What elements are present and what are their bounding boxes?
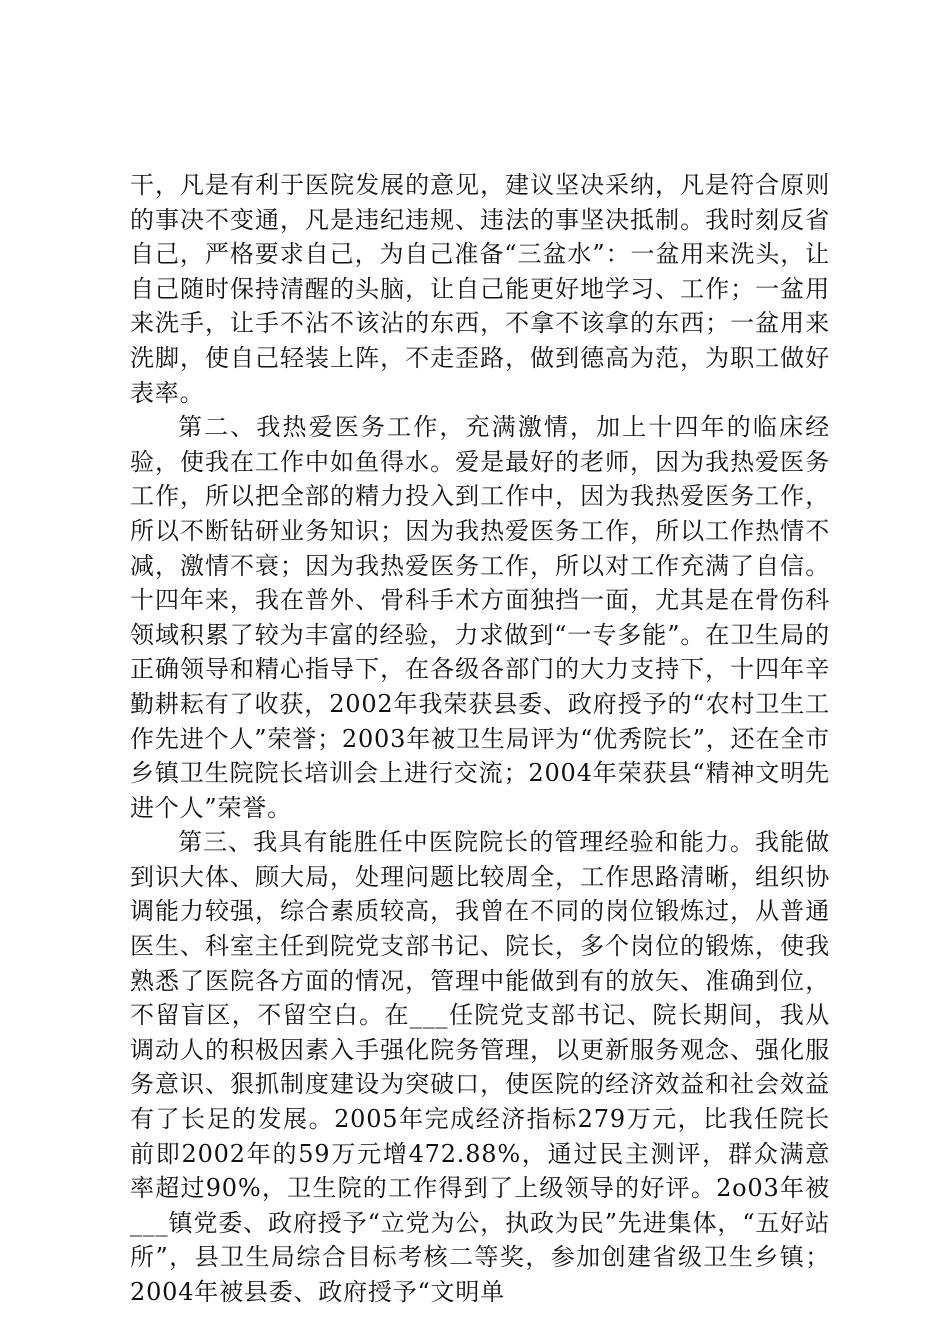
- document-body: [130, 168, 830, 1310]
- paragraph-integrity: 干，凡是有利于医院发展的意见，建议坚决采纳，凡是符合原则的事决不变通，凡是违纪违规、违法的事坚决抵制。我时刻反省自己，严格要求自己，为自己准备“三盆水”：一盆用来洗头，让自己随时保持清醒的头脑，让自己能更好地学习、工作；一盆用来洗手，让手不沾不该沾的东西，不拿不该拿的东西；一盆用来洗脚，使自己轻装上阵，不走歪路，做到德高为范，为职工做好表率。: [130, 171, 830, 407]
- paragraph-management-experience: 第三、我具有能胜任中医院院长的管理经验和能力。我能做到识大体、顾大局，处理问题比较周全，工作思路清晰，组织协调能力较强，综合素质较高，我曾在不同的岗位锻炼过，从普通医生、科室主任到院党支部书记、院长，多个岗位的锻炼，使我熟悉了医院各方面的情况，管理中能做到有的放矢、准确到位，不留盲区，不留空白。在___任院党支部书记、院长期间，我从调动人的积极因素入手强化院务管理，以更新服务观念、强化服务意识、狠抓制度建设为突破口，使医院的经济效益和社会效益有了长足的发展。2005年完成经济指标279万元，比我任院长前即2002年的59万元增472.88%，通过民主测评，群众满意率超过90%，卫生院的工作得到了上级领导的好评。2o03年被___镇党委、政府授予“立党为公，执政为民”先进集体，“五好站所”，县卫生局综合目标考核二等奖，参加创建省级卫生乡镇；2004年被县委、政府授予“文明单: [130, 828, 830, 1306]
- paragraph-passion-for-medicine: 第二、我热爱医务工作，充满激情，加上十四年的临床经验，使我在工作中如鱼得水。爱是最好的老师，因为我热爱医务工作，所以把全部的精力投入到工作中，因为我热爱医务工作，所以不断钻研业务知识；因为我热爱医务工作，所以工作热情不减，激情不衰；因为我热爱医务工作，所以对工作充满了自信。十四年来，我在普外、骨科手术方面独挡一面，尤其是在骨伤科领域积累了较为丰富的经验，力求做到“一专多能”。在卫生局的正确领导和精心指导下，在各级各部门的大力支持下，十四年辛勤耕耘有了收获，2002年我荣获县委、政府授予的“农村卫生工作先进个人”荣誉；2003年被卫生局评为“优秀院长”，还在全市乡镇卫生院院长培训会上进行交流；2004年荣获县“精神文明先进个人”荣誉。: [130, 413, 830, 822]
